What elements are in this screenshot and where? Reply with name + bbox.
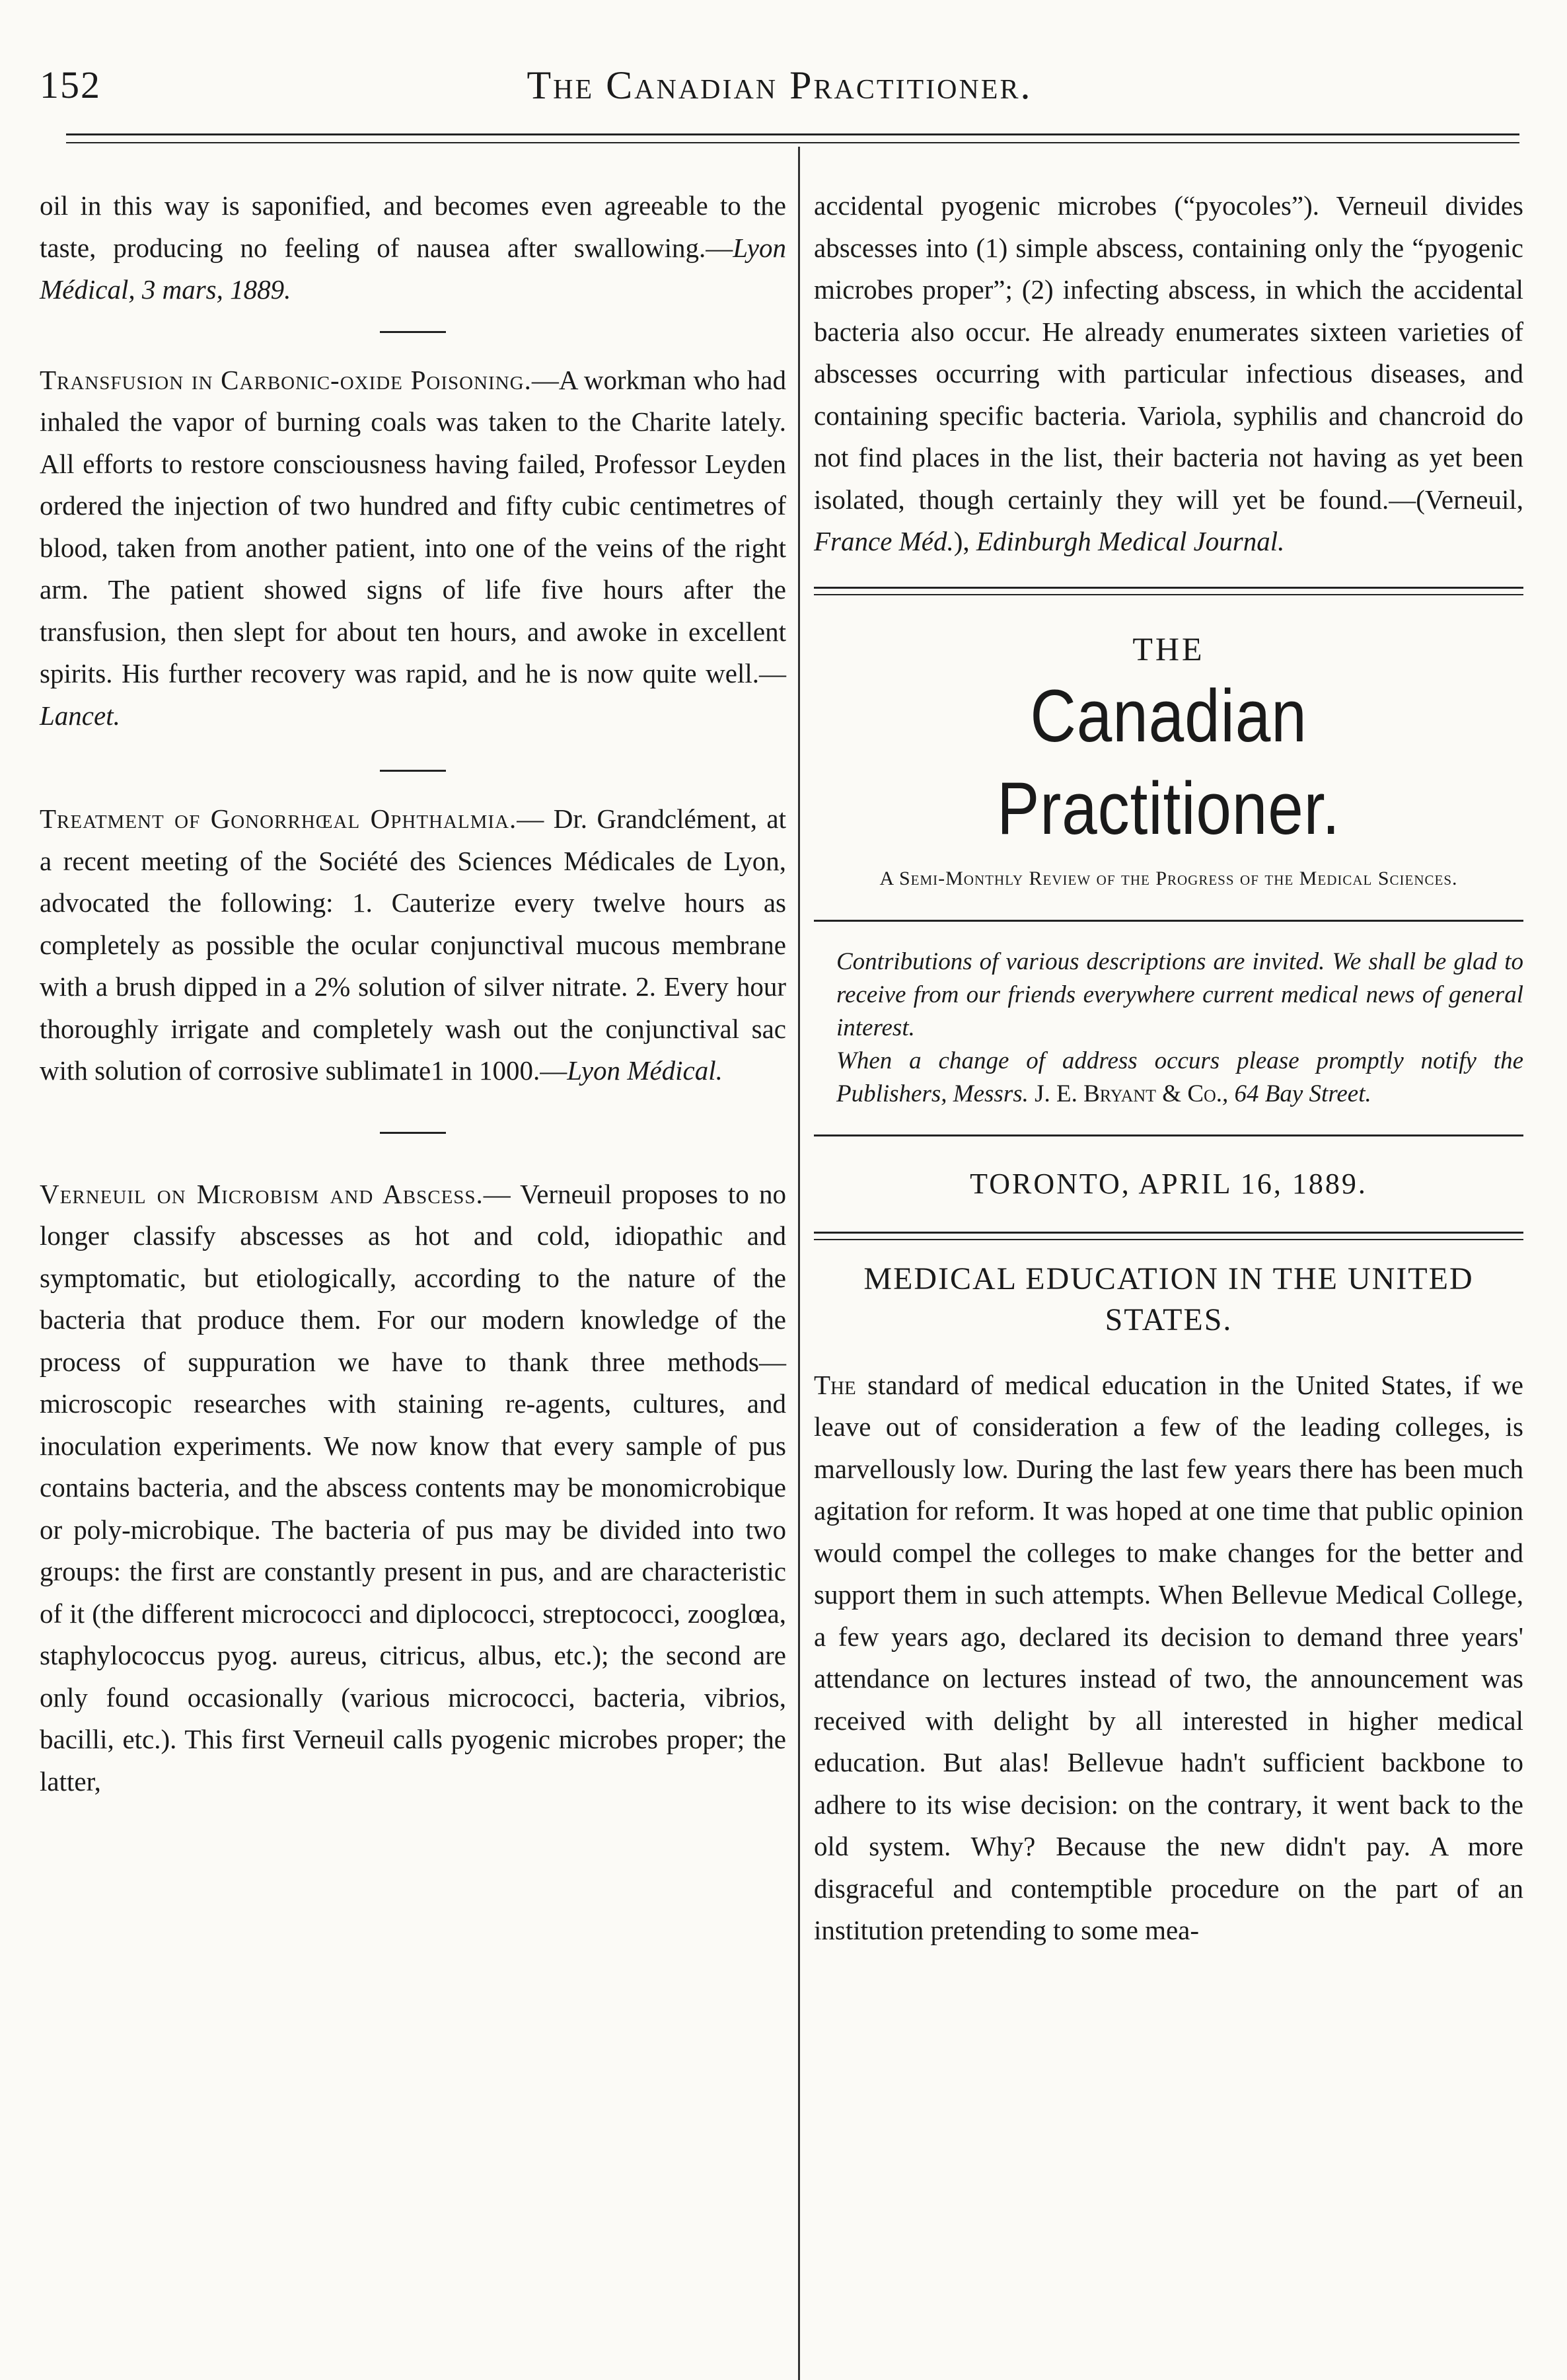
dateline: TORONTO, APRIL 16, 1889. xyxy=(970,1168,1367,1200)
masthead-the: THE xyxy=(1132,630,1205,667)
header-rule xyxy=(66,133,1519,143)
citation: Lyon Médical. xyxy=(567,1055,723,1086)
running-head: The Canadian Practitioner. xyxy=(527,63,1033,107)
body-text: —A workman who had inhaled the vapor of burning coals was taken to the Charite lately. All efforts to restore consciousness having failed, Professor Leyden ordered the injection of two hundred and fifty cubic centimetres of blood, taken from another patient, into one of the veins of the right arm. The patient showed signs of life five hours after the transfusion, then slept for about ten hours, and awoke in excellent spirits. His further recovery was rapid, and he is now quite well.— xyxy=(40,364,786,688)
article-heading: Verneuil on Microbism and Abscess. xyxy=(40,1178,484,1209)
body-text: standard of medical education in the United States, if we leave out of consideration a few of the leading colleges, is marvellously low. During the last few years there has been much agitation for reform. It was hoped at one time that public opinion would compel the colleges to make changes for the better and support them in such attempts. When Bellevue Medical College, a few years ago, declared its decision to demand three years' attendance on lectures instead of two, the announcement was received with delight by all interested in higher medical education. But alas! Bellevue hadn't sufficient backbone to adhere to its wise decision: on the contrary, it went back to the old system. Why? Because the new didn't pay. A more disgraceful and contemptible procedure on the part of an institution pretending to some mea- xyxy=(814,1369,1523,1945)
editorial-rule xyxy=(814,1232,1523,1240)
body-text: accidental pyogenic microbes (“pyocoles”). Verneuil divides abscesses into (1) simple abscess, containing only the “pyogenic microbes proper”; (2) infecting abscess, in which the accidental bacteria also occur. He already enumerates sixteen varieties of abscesses occurring with particular infectious diseases, and containing specific bacteria. Variola, syphilis and chancroid do not find places in the list, their bacteria not having as yet been isolated, though certainly they will yet be found.—(Verneuil, xyxy=(814,190,1523,515)
citation: Lancet. xyxy=(40,700,120,731)
masthead-title: Canadian Practitioner. xyxy=(997,675,1340,850)
column-divider xyxy=(798,147,800,2380)
article-transfusion xyxy=(40,359,786,737)
editorial-body xyxy=(814,1364,1523,1952)
section-dash xyxy=(380,770,446,772)
notice-rule xyxy=(814,920,1523,922)
editorial-lead: The xyxy=(814,1369,856,1400)
right-column xyxy=(814,185,1523,1952)
publisher-name: J. E. Bryant & Co. xyxy=(1035,1080,1223,1107)
article-ophthalmia xyxy=(40,798,786,1092)
body-text: — Dr. Grandclément, at a recent meeting of the Société des Sciences Médicales de Lyon, advocated the following: 1. Cauterize every twelve hours as completely as possible the ocular conjunctival mucous membrane with a brush dipped in a 2% solution of silver nitrate. 2. Every hour thoroughly irrigate and completely wash out the conjunctival sac with solution of corrosive sublimate1 in 1000.— xyxy=(40,803,786,1086)
body-text: — Verneuil proposes to no longer classify abscesses as hot and cold, idiopathic and symptomatic, but etiologically, according to the nature of the bacteria that produce them. For our modern knowledge of the process of suppuration we have to thank three methods— microscopic researches with staining re-agents, cultures, and inoculation experiments. We now know that every sample of pus contains bacteria, and the abscess contents may be monomicrobique or poly-microbique. The bacteria of pus may be divided into two groups: the first are constantly present in pus, and are characteristic of it (the different micrococci and diplococci, streptococci, zooglœa, staphylococcus pyog. aureus, citricus, albus, etc.); the second are only found occasionally (various micrococci, bacteria, vibrios, bacilli, etc.). This first Verneuil calls pyogenic microbes proper; the latter, xyxy=(40,1178,787,1797)
citation: France Méd. xyxy=(814,526,954,556)
page-number: 152 xyxy=(40,63,101,106)
page-header xyxy=(40,63,1519,122)
left-column xyxy=(40,185,786,1803)
notice-text: , 64 Bay Street. xyxy=(1222,1080,1371,1107)
article-continuation xyxy=(40,185,786,311)
article-heading: Treatment of Gonorrhœal Ophthalmia. xyxy=(40,803,517,834)
section-dash xyxy=(380,331,446,333)
address-notice xyxy=(814,1045,1523,1111)
citation: Edinburgh Medical Journal. xyxy=(976,526,1285,556)
section-dash xyxy=(380,1132,446,1134)
citation: Lyon Médical, 3 mars, 1889. xyxy=(40,232,786,305)
contributions-notice: Contributions of various descriptions are invited. We shall be glad to receive from our friends everywhere current medical news of general interest. xyxy=(836,948,1523,1041)
masthead-rule xyxy=(814,587,1523,595)
masthead-subtitle: A Semi-Monthly Review of the Progress of the Medical Sciences. xyxy=(879,868,1458,889)
article-verneuil xyxy=(40,1173,786,1803)
notice-text: When a change of address occurs please promptly notify the Publishers, Messrs. xyxy=(836,1047,1523,1107)
editorial-title: MEDICAL EDUCATION IN THE UNITED STATES. xyxy=(863,1261,1474,1337)
article-continuation-right xyxy=(814,185,1523,563)
article-heading: Transfusion in Carbonic-oxide Poisoning. xyxy=(40,364,532,395)
body-text: oil in this way is saponified, and becomes even agreeable to the taste, producing no feeling of nausea after swallowing.— xyxy=(40,190,786,263)
dateline-rule xyxy=(814,1134,1523,1136)
body-text: ), xyxy=(953,526,976,556)
